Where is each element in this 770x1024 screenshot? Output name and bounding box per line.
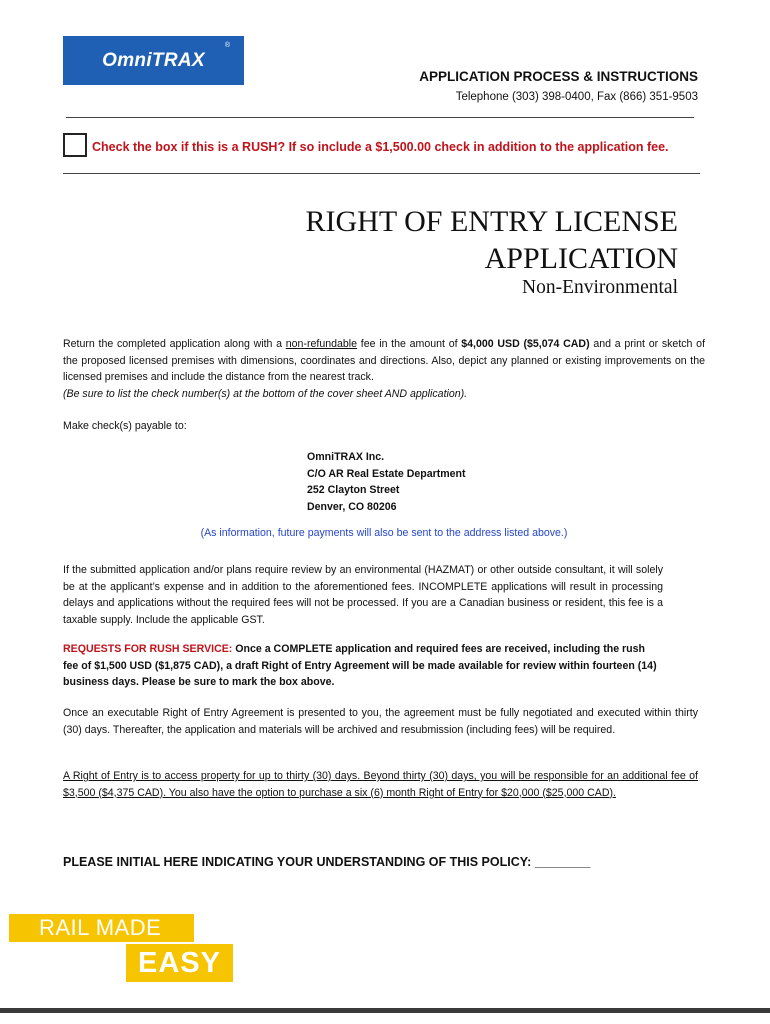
initial-policy-line: PLEASE INITIAL HERE INDICATING YOUR UNDERSTANDING OF THIS POLICY: ________ xyxy=(63,855,591,869)
logo-registered-mark: ® xyxy=(224,42,230,49)
rail-made-easy-logo-top: RAIL MADE xyxy=(9,914,194,942)
agreement-paragraph: Once an executable Right of Entry Agreement is presented to you, the agreement must be fully negotiated and executed within thirty (30) days. Thereafter, the application and materials will be archived and resubmission (including fees) will be required. xyxy=(63,707,698,736)
rush-checkbox[interactable] xyxy=(63,133,87,157)
mailing-address xyxy=(307,449,466,515)
title-line-2: APPLICATION xyxy=(484,242,678,275)
address-line-3: 252 Clayton Street xyxy=(307,484,400,497)
footer-bar xyxy=(0,1008,770,1013)
title-line-1: RIGHT OF ENTRY LICENSE xyxy=(305,205,678,238)
omnitrax-logo xyxy=(63,36,244,85)
rush-service-label: REQUESTS FOR RUSH SERVICE: xyxy=(63,643,233,655)
address-line-4: Denver, CO 80206 xyxy=(307,500,397,513)
logo-text: OmniTRAX xyxy=(102,49,205,71)
review-fees-paragraph: If the submitted application and/or plans require review by an environmental (HAZMAT) or other outside consultant, it will solely be at the applicant’s expense and in addition to the aforementioned fees. INCOMPLETE applications will result in processing delays and applications without the required fees will not be processed. If you are a Canadian business or resident, this fee is a taxable supply. Include the applicable GST. xyxy=(63,564,663,626)
entry-duration-paragraph: A Right of Entry is to access property for up to thirty (30) days. Beyond thirty (30) days, you will be responsible for an additional fee of $3,500 ($4,375 CAD). You also have the option to purchase a six (6) month Right of Entry for $20,000 ($25,000 CAD). xyxy=(63,770,698,799)
rush-divider xyxy=(63,173,700,174)
document-subtitle: Non-Environmental xyxy=(522,277,678,298)
future-payments-note: (As information, future payments will also be sent to the address listed above.) xyxy=(200,527,568,539)
rush-service-paragraph: REQUESTS FOR RUSH SERVICE: Once a COMPLETE application and required fees are received, including the rush fee of $1,500 USD ($1,875 CAD), a draft Right of Entry Agreement will be made available for review within fourteen (14) business days. Please be sure to mark the box above. xyxy=(63,643,657,689)
header-divider xyxy=(66,117,694,118)
instructions-paragraph: Return the completed application along with a non-refundable fee in the amount of $4,000 USD ($5,074 CAD) and a print or sketch of the proposed licensed premises with dimensions, coordinates and directions. Also, depict any planned or existing improvements on the licensed premises and include the distance from the nearest track. (Be sure to list the check number(s) at the bottom of the cover sheet AND application). xyxy=(63,336,705,402)
payable-to-label: Make check(s) payable to: xyxy=(63,420,187,432)
address-line-1: OmniTRAX Inc. xyxy=(307,451,385,463)
header-phone: Telephone (303) 398-0400, Fax (866) 351-9503 xyxy=(455,91,698,103)
header-title: APPLICATION PROCESS & INSTRUCTIONS xyxy=(419,69,698,84)
rush-instruction: Check the box if this is a RUSH? If so include a $1,500.00 check in addition to the application fee. xyxy=(92,140,669,154)
check-number-note: (Be sure to list the check number(s) at the bottom of the cover sheet AND application). xyxy=(63,387,468,400)
address-line-2: C/O AR Real Estate Department xyxy=(307,467,466,480)
rail-made-easy-logo-bottom: EASY xyxy=(126,944,233,982)
document-title xyxy=(118,203,678,277)
